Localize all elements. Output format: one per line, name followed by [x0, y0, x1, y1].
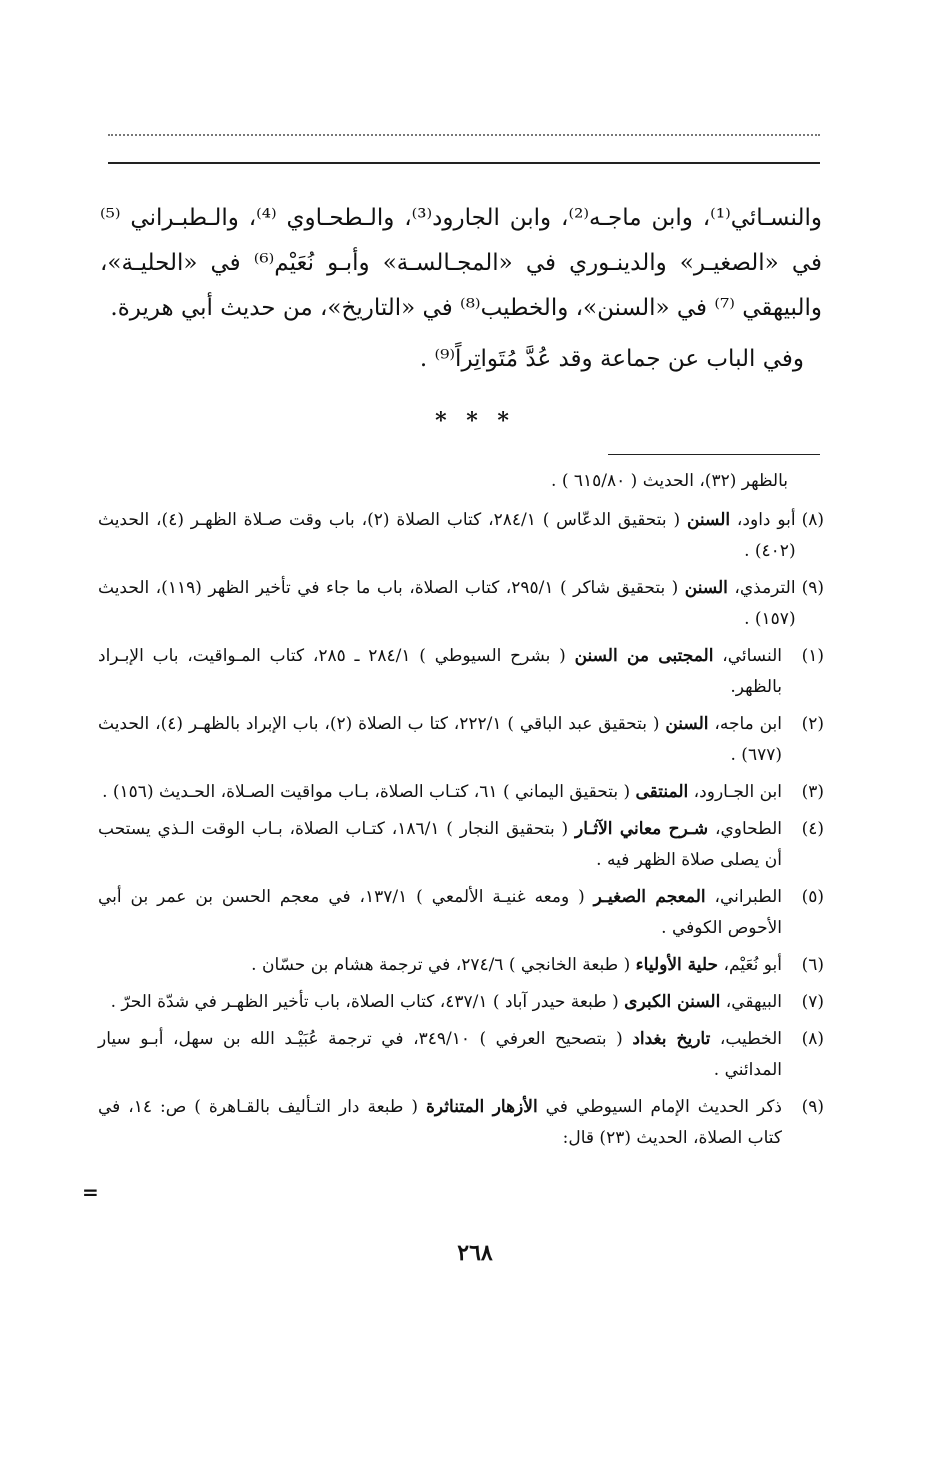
footnote-title: المجتبى من السنن — [574, 646, 714, 666]
main-paragraph-1: والنسـائي⁽¹⁾، وابن ماجـه⁽²⁾، وابن الجارود⁽³⁾، والـطحـاوي ⁽⁴⁾، والـطبـراني ⁽⁵⁾ في «الصغيـر» والدينـوري في «المجـالسـة» وأبـو نُعَيْم⁽⁶⁾ في «الحليـة»، والبيهقي ⁽⁷⁾ في «السنن»، والخطيب⁽⁸⁾ في «التاريخ»، من حديث أبي هريرة. — [100, 205, 822, 321]
footnote-number: (٨) — [801, 510, 824, 530]
footnote-title: المنتقى — [635, 782, 689, 802]
footnote-number: (٢) — [801, 714, 824, 734]
footnote-continuation: بالظهر (٣٢)، الحديث ( ٦١٥/٨٠ ) . — [551, 471, 788, 491]
footnote-title: تاريخ بغداد — [632, 1029, 711, 1049]
footnote-number: (٧) — [801, 992, 824, 1012]
footnote-title: السنن — [684, 578, 728, 598]
footnote-item: (٨) الخطيب، تاريخ بغداد ( بتصحيح العرفي ) ٣٤٩/١٠، في ترجمة عُبَيْـد الله بن سهل، أبـو سيار المدائني . — [98, 1024, 824, 1086]
footnote-number: (١) — [801, 646, 824, 666]
footnotes — [98, 466, 824, 1160]
footnote-rule — [608, 454, 820, 455]
footnote-item: (٧) البيهقي، السنن الكبرى ( طبعة حيدر آباد ) ٤٣٧/١، كتاب الصلاة، باب تأخير الظهـر في شدّة الحرّ . — [98, 987, 824, 1018]
footnote-number: (٤) — [801, 819, 824, 839]
top-rule — [108, 162, 820, 164]
footnote-title: السنن — [665, 714, 709, 734]
continuation-mark: = — [82, 1180, 99, 1204]
footnote-number: (٩) — [801, 578, 824, 598]
footnote-number: (٣) — [801, 782, 824, 802]
footnote-item: (٤) الطحاوي، شـرح معاني الآثـار ( بتحقيق النجار ) ١٨٦/١، كتـاب الصلاة، بـاب الوقت الـذي يستحب أن يصلى صلاة الظهر فيه . — [98, 814, 824, 876]
footnote-title: حلية الأولياء — [635, 955, 719, 975]
main-paragraph-2: وفي الباب عن جماعة وقد عُدَّ مُتَواتِراً⁽⁹⁾ . — [419, 346, 804, 372]
footnote-item: (٨) أبو داود، السنن ( بتحقيق الدعّاس ) ٢٨٤/١، كتاب الصلاة (٢)، باب وقت صـلاة الظهـر (٤)، الحديث (٤٠٢) . — [98, 505, 824, 567]
footnote-title: شـرح معاني الآثـار — [575, 819, 709, 839]
footnote-title: السنن — [686, 510, 731, 530]
footnote-item: (٦) أبو نُعَيْم، حلية الأولياء ( طبعة الخانجي ) ٢٧٤/٦، في ترجمة هشام بن حسّان . — [98, 950, 824, 981]
main-text — [100, 196, 822, 382]
footnote-item: (٩) ذكر الحديث الإمام السيوطي في الأزهار المتناثرة ( طبعة دار التـأليف بالقـاهرة ) ص: ١٤، في كتاب الصلاة، الحديث (٢٣) قال: — [98, 1092, 824, 1154]
footnote-item: (٣) ابن الجـارود، المنتقى ( بتحقيق اليماني ) ٦١، كتـاب الصلاة، بـاب مواقيت الصـلاة، الحـديث (١٥٦) . — [98, 777, 824, 808]
section-stars: * * * — [435, 408, 515, 434]
footnote-number: (٨) — [801, 1029, 824, 1049]
dotted-separator — [108, 134, 820, 136]
footnote-number: (٦) — [801, 955, 824, 975]
footnote-title: الأزهار المتناثرة — [426, 1097, 538, 1117]
footnote-number: (٩) — [801, 1097, 824, 1117]
page-number: ٢٦٨ — [457, 1240, 493, 1266]
footnote-item: (٩) الترمذي، السنن ( بتحقيق شاكر ) ٢٩٥/١، كتاب الصلاة، باب ما جاء في تأخير الظهر (١١٩)، الحديث (١٥٧) . — [98, 573, 824, 635]
footnote-title: المعجم الصغيـر — [593, 887, 706, 907]
footnote-item: (٥) الطبراني، المعجم الصغيـر ( ومعه غنيـة الألمعي ) ١٣٧/١، في معجم الحسن بن عمر بن أبي الأحوص الكوفي . — [98, 882, 824, 944]
footnote-item: (٢) ابن ماجه، السنن ( بتحقيق عبد الباقي ) ٢٢٢/١، كتا ب الصلاة (٢)، باب الإبراد بالظهـر (٤)، الحديث (٦٧٧) . — [98, 709, 824, 771]
footnote-number: (٥) — [801, 887, 824, 907]
footnote-title: السنن الكبرى — [624, 992, 721, 1012]
footnote-item: (١) النسائي، المجتبى من السنن ( بشرح السيوطي ) ٢٨٤/١ ـ ٢٨٥، كتاب المـواقيت، باب الإبـراد بالظهر. — [98, 641, 824, 703]
